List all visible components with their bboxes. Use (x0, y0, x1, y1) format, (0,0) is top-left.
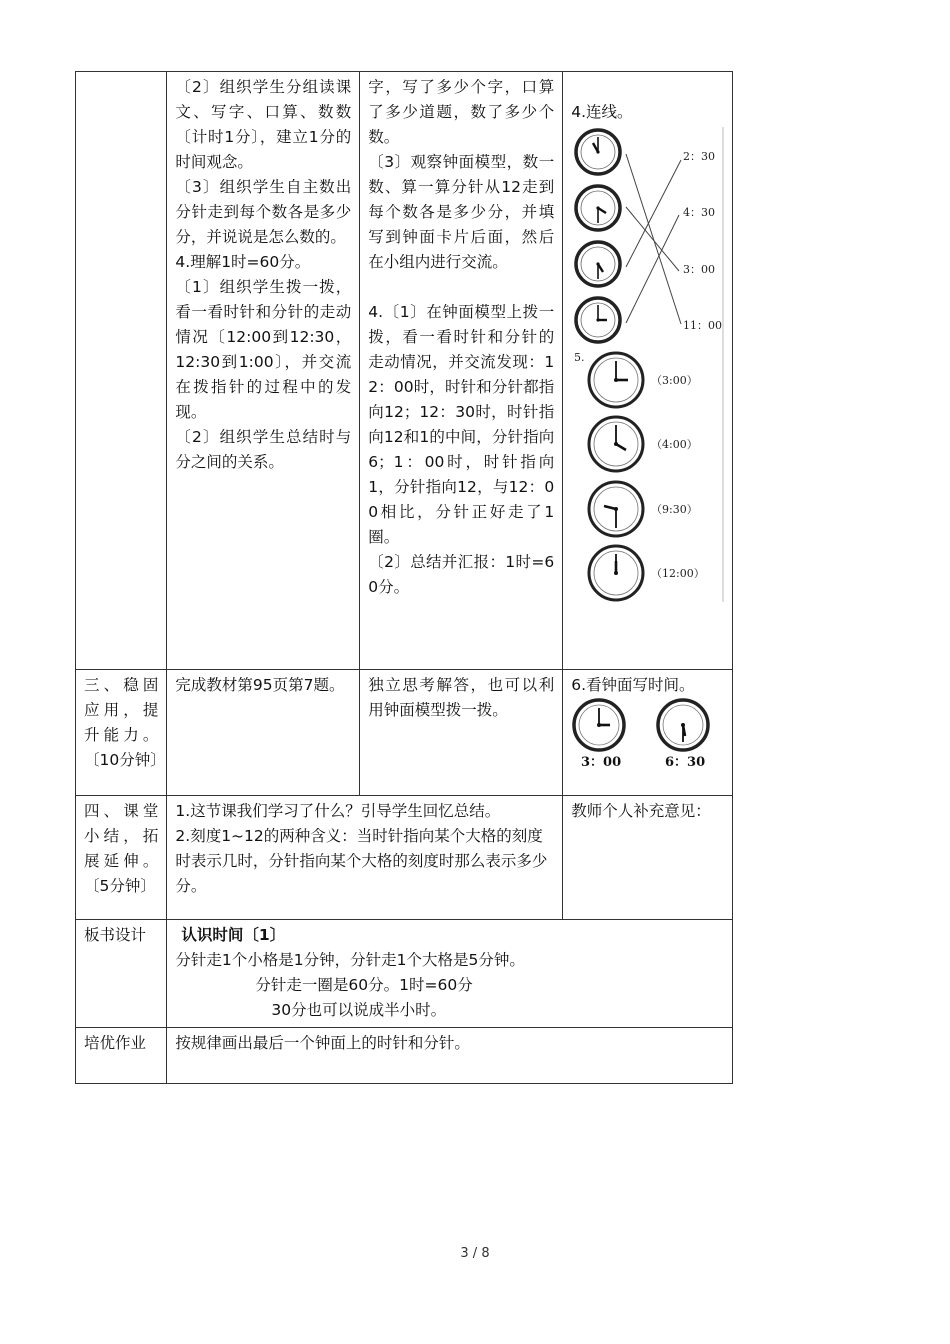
clock-time-label: （9:30） (651, 503, 698, 516)
board-line: 30分也可以说成半小时。 (271, 1001, 447, 1019)
exercise-4-title: 4.连线。 (571, 103, 633, 121)
stage-cell: 三、稳固应用，提升能力。〔10分钟〕 (76, 670, 167, 796)
teacher-note-cell: 教师个人补充意见： (563, 796, 733, 920)
clock-time-label: 3：00 (581, 755, 622, 768)
stage-cell-empty (76, 72, 167, 670)
board-line: 分针走一圈是60分。1时=60分 (255, 976, 473, 994)
match-label: 3：00 (683, 263, 716, 276)
summary-line: 1.这节课我们学习了什么？引导学生回忆总结。 (175, 802, 501, 820)
board-line: 分针走1个小格是1分钟，分针走1个大格是5分钟。 (175, 951, 525, 969)
clock-icon (589, 482, 643, 536)
paragraph: 〔3〕组织学生自主数出分针走到每个数各是多少分，并说说是怎么数的。 (175, 178, 352, 246)
clock-icon (576, 130, 620, 174)
matching-lines (626, 154, 681, 324)
match-label: 4：30 (683, 206, 716, 219)
clock-icon (574, 700, 624, 750)
summary-cell (167, 796, 563, 920)
clock-time-label: （3:00） (651, 374, 698, 387)
clock-icon (589, 353, 643, 407)
clock-icon (576, 186, 620, 230)
table-row (76, 1028, 733, 1084)
clock-icon (589, 417, 643, 471)
exercise-cell (563, 72, 733, 670)
clock-time-label: （4:00） (651, 438, 698, 451)
teacher-activity-cell (167, 72, 360, 670)
match-label: 11：00 (683, 319, 723, 332)
clock-icon (576, 298, 620, 342)
summary-line: 2.刻度1~12的两种含义：当时针指向某个大格的刻度时表示几时，分针指向某个大格的刻度时那么表示多少分。 (175, 827, 548, 895)
table-row (76, 72, 733, 670)
row-label: 板书设计 (76, 920, 167, 1028)
lesson-plan-table (75, 71, 733, 1084)
clock-icon (658, 700, 708, 750)
match-label: 2：30 (683, 150, 716, 163)
teacher-activity-cell: 完成教材第95页第7题。 (167, 670, 360, 796)
clock-time-label: （12:00） (651, 567, 705, 580)
table-row (76, 920, 733, 1028)
table-row (76, 796, 733, 920)
row-label: 培优作业 (76, 1028, 167, 1084)
board-title: 认识时间〔1〕 (181, 926, 286, 944)
board-design-cell (167, 920, 733, 1028)
exercise-6-figure (571, 698, 721, 768)
clock-icon (589, 546, 643, 600)
paragraph: 〔2〕组织学生分组读课文、写字、口算、数数〔计时1分〕，建立1分的时间观念。 (175, 78, 352, 171)
paragraph: 4.〔1〕在钟面模型上拨一拨，看一看时针和分针的走动情况，并交流发现：12：00时，时针和分针都指向12；12：30时，时针指向12和1的中间，分针指向6；1：00时，时针指向1，分针指向12，与12：00相比，分针正好走了1圈。 (368, 303, 555, 546)
paragraph: 〔1〕组织学生拨一拨，看一看时针和分针的走动情况〔12:00到12:30，12:30到1:00〕，并交流在拨指针的过程中的发现。 (175, 278, 352, 421)
stage-cell: 四、课堂小结，拓展延伸。〔5分钟〕 (76, 796, 167, 920)
paragraph: 〔2〕总结并汇报：1时=60分。 (368, 553, 555, 596)
paragraph: 〔2〕组织学生总结时与分之间的关系。 (175, 428, 352, 471)
exercise-4-5-figure (571, 127, 726, 602)
clock-icon (576, 242, 620, 286)
page-number: 3 / 8 (460, 1246, 490, 1261)
student-activity-cell: 独立思考解答，也可以利用钟面模型拨一拨。 (360, 670, 563, 796)
homework-cell: 按规律画出最后一个钟面上的时针和分针。 (167, 1028, 733, 1084)
paragraph: 〔3〕观察钟面模型，数一数、算一算分针从12走到每个数各是多少分，并填写到钟面卡片后面，然后在小组内进行交流。 (368, 153, 555, 271)
student-activity-cell (360, 72, 563, 670)
table-row (76, 670, 733, 796)
exercise-6-title: 6.看钟面写时间。 (571, 676, 695, 694)
exercise-cell (563, 670, 733, 796)
paragraph: 字，写了多少个字，口算了多少道题，数了多少个数。 (368, 78, 555, 146)
exercise-5-number: 5. (574, 351, 585, 364)
paragraph: 4.理解1时=60分。 (175, 253, 311, 271)
clock-time-label: 6：30 (665, 755, 706, 768)
